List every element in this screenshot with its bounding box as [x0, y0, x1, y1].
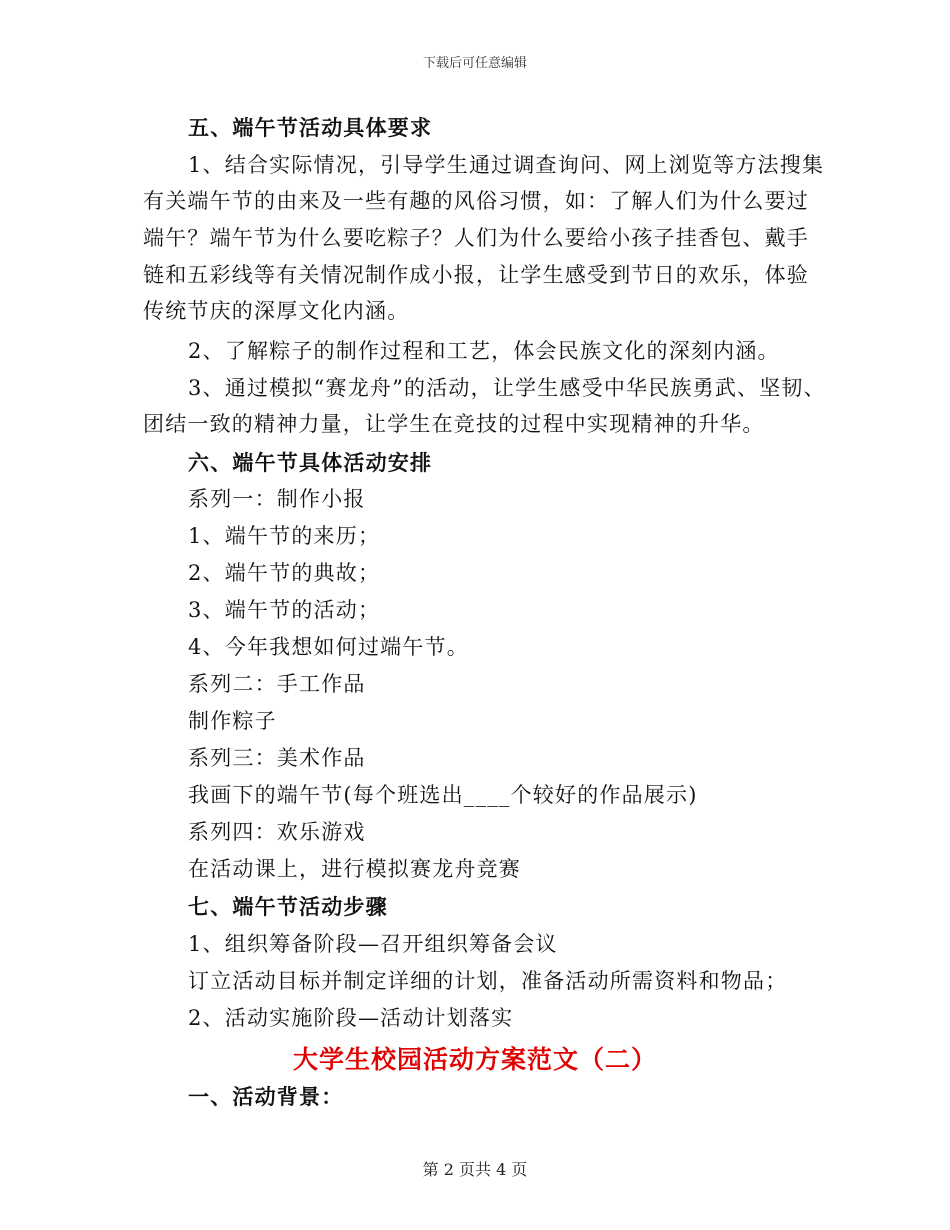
paragraph-line: 3、通过模拟“赛龙舟”的活动，让学生感受中华民族勇武、坚韧、 — [188, 376, 826, 400]
paragraph-line: 1、结合实际情况，引导学生通过调查询问、网上浏览等方法搜集 — [188, 153, 825, 177]
paragraph-line: 2、了解粽子的制作过程和工艺，体会民族文化的深刻内涵。 — [188, 339, 780, 363]
list-item: 制作粽子 — [188, 709, 277, 733]
list-item: 2、活动实施阶段—活动计划落实 — [188, 1006, 514, 1030]
list-item: 3、端午节的活动； — [188, 598, 381, 622]
list-item: 系列二：手工作品 — [188, 672, 366, 696]
section-heading: 七、端午节活动步骤 — [188, 894, 388, 919]
paragraph-line: 端午？端午节为什么要吃粽子？人们为什么要给小孩子挂香包、戴手 — [143, 226, 809, 250]
section-heading: 六、端午节具体活动安排 — [188, 450, 433, 475]
list-item: 系列四：欢乐游戏 — [188, 820, 366, 844]
list-item: 订立活动目标并制定详细的计划，准备活动所需资料和物品； — [188, 969, 788, 993]
list-item: 1、组织筹备阶段—召开组织筹备会议 — [188, 932, 558, 956]
page-header: 下载后可任意编辑 — [422, 56, 527, 71]
list-item: 2、端午节的典故； — [188, 561, 381, 585]
list-item: 1、端午节的来历； — [188, 524, 381, 548]
paragraph-line: 有关端午节的由来及一些有趣的风俗习惯，如：了解人们为什么要过 — [143, 189, 809, 213]
section-heading: 一、活动背景： — [188, 1084, 344, 1109]
paragraph-line: 传统节庆的深厚文化内涵。 — [143, 299, 410, 323]
list-item: 4、今年我想如何过端午节。 — [188, 635, 469, 659]
list-item: 我画下的端午节(每个班选出____个较好的作品展示) — [188, 783, 698, 807]
list-item: 系列一：制作小报 — [188, 487, 366, 511]
list-item: 系列三：美术作品 — [188, 746, 366, 770]
paragraph-line: 团结一致的精神力量，让学生在竞技的过程中实现精神的升华。 — [143, 412, 765, 436]
list-item: 在活动课上，进行模拟赛龙舟竞赛 — [188, 857, 521, 881]
document-title: 大学生校园活动方案范文（二） — [292, 1045, 657, 1074]
section-heading: 五、端午节活动具体要求 — [188, 115, 433, 140]
page-footer: 第 2 页共 4 页 — [422, 1160, 528, 1179]
paragraph-line: 链和五彩线等有关情况制作成小报，让学生感受到节日的欢乐，体验 — [143, 263, 809, 287]
